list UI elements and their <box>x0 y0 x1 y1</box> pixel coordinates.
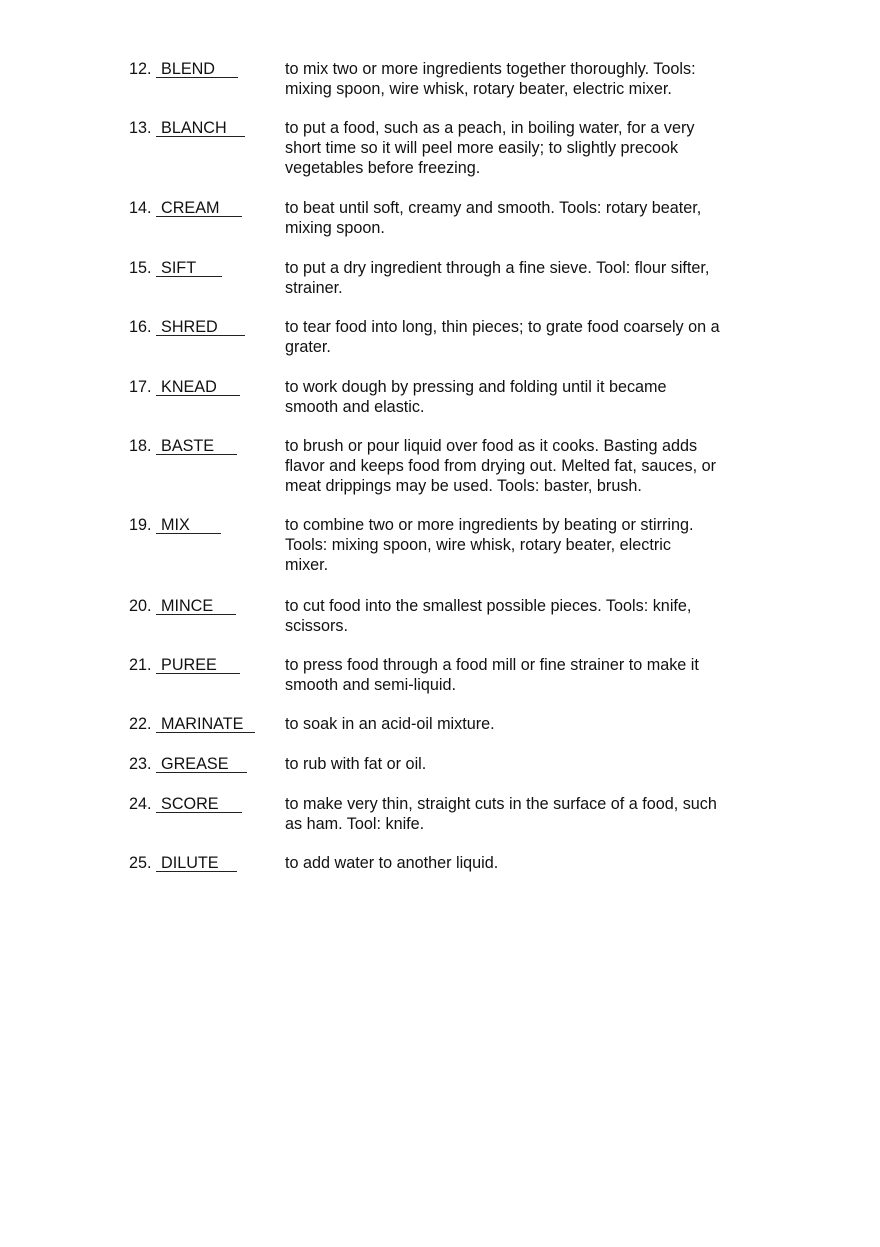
term-blank: DILUTE <box>156 855 237 872</box>
term-column <box>129 118 279 138</box>
definition-line: grater. <box>285 338 331 356</box>
entry-number: 22. <box>129 715 152 733</box>
term-column <box>129 515 279 535</box>
definition-line: to make very thin, straight cuts in the surface of a food, such <box>285 795 717 813</box>
entry-number: 19. <box>129 516 152 534</box>
definition <box>285 655 765 695</box>
definition-line: smooth and semi-liquid. <box>285 676 456 694</box>
entry-number: 14. <box>129 199 152 217</box>
term-blank: BLANCH <box>156 120 245 137</box>
term-column <box>129 317 279 337</box>
definition <box>285 377 765 417</box>
entry-number: 18. <box>129 437 152 455</box>
definition-line: as ham. Tool: knife. <box>285 815 425 833</box>
definition <box>285 258 765 298</box>
entry-number: 25. <box>129 854 152 872</box>
definition-line: mixer. <box>285 556 329 574</box>
definition <box>285 436 765 496</box>
entry-number: 20. <box>129 597 152 615</box>
definition <box>285 515 765 575</box>
entry-number: 15. <box>129 259 152 277</box>
definition-line: to mix two or more ingredients together thoroughly. Tools: <box>285 60 696 78</box>
term-blank: MARINATE <box>156 716 255 733</box>
term-column <box>129 377 279 397</box>
term-blank: CREAM <box>156 200 242 217</box>
definition-line: vegetables before freezing. <box>285 159 481 177</box>
entry-number: 17. <box>129 378 152 396</box>
definition-line: to rub with fat or oil. <box>285 755 427 773</box>
term-blank: GREASE <box>156 756 247 773</box>
entry-number: 13. <box>129 119 152 137</box>
definition-line: to combine two or more ingredients by beating or stirring. <box>285 516 694 534</box>
term-blank: PUREE <box>156 657 240 674</box>
definition-line: Tools: mixing spoon, wire whisk, rotary beater, electric <box>285 536 671 554</box>
definition-line: strainer. <box>285 279 343 297</box>
term-column <box>129 596 279 616</box>
definition-line: to work dough by pressing and folding until it became <box>285 378 667 396</box>
term-blank: SCORE <box>156 796 242 813</box>
definition-line: to press food through a food mill or fine strainer to make it <box>285 656 699 674</box>
definition-line: mixing spoon, wire whisk, rotary beater, electric mixer. <box>285 80 672 98</box>
definition-line: flavor and keeps food from drying out. Melted fat, sauces, or <box>285 457 716 475</box>
definition-line: smooth and elastic. <box>285 398 425 416</box>
definition <box>285 317 765 357</box>
term-column <box>129 655 279 675</box>
term-column <box>129 754 279 774</box>
term-column <box>129 258 279 278</box>
definition-line: to put a food, such as a peach, in boiling water, for a very <box>285 119 695 137</box>
definition <box>285 59 765 99</box>
term-blank: SIFT <box>156 260 222 277</box>
definition-line: scissors. <box>285 617 348 635</box>
entry-number: 24. <box>129 795 152 813</box>
term-column <box>129 436 279 456</box>
definition <box>285 714 765 734</box>
definition <box>285 198 765 238</box>
term-blank: MINCE <box>156 598 236 615</box>
definition <box>285 118 765 178</box>
term-column <box>129 794 279 814</box>
term-blank: MIX <box>156 517 221 534</box>
definition-line: to put a dry ingredient through a fine sieve. Tool: flour sifter, <box>285 259 710 277</box>
definition-line: to cut food into the smallest possible pieces. Tools: knife, <box>285 597 692 615</box>
definition <box>285 794 765 834</box>
term-column <box>129 853 279 873</box>
term-blank: BLEND <box>156 61 238 78</box>
term-blank: SHRED <box>156 319 245 336</box>
definition <box>285 754 765 774</box>
term-blank: BASTE <box>156 438 237 455</box>
definition-line: to beat until soft, creamy and smooth. Tools: rotary beater, <box>285 199 702 217</box>
definition-line: to brush or pour liquid over food as it cooks. Basting adds <box>285 437 698 455</box>
definition-line: to add water to another liquid. <box>285 854 499 872</box>
definition-line: to tear food into long, thin pieces; to grate food coarsely on a <box>285 318 720 336</box>
entry-number: 23. <box>129 755 152 773</box>
definition-line: short time so it will peel more easily; to slightly precook <box>285 139 679 157</box>
entry-number: 21. <box>129 656 152 674</box>
definition <box>285 853 765 873</box>
definition-line: to soak in an acid-oil mixture. <box>285 715 495 733</box>
definition <box>285 596 765 636</box>
definition-line: mixing spoon. <box>285 219 385 237</box>
entry-number: 12. <box>129 60 152 78</box>
term-column <box>129 59 279 79</box>
entry-number: 16. <box>129 318 152 336</box>
term-column <box>129 198 279 218</box>
term-column <box>129 714 279 734</box>
term-blank: KNEAD <box>156 379 240 396</box>
definition-line: meat drippings may be used. Tools: baster, brush. <box>285 477 642 495</box>
